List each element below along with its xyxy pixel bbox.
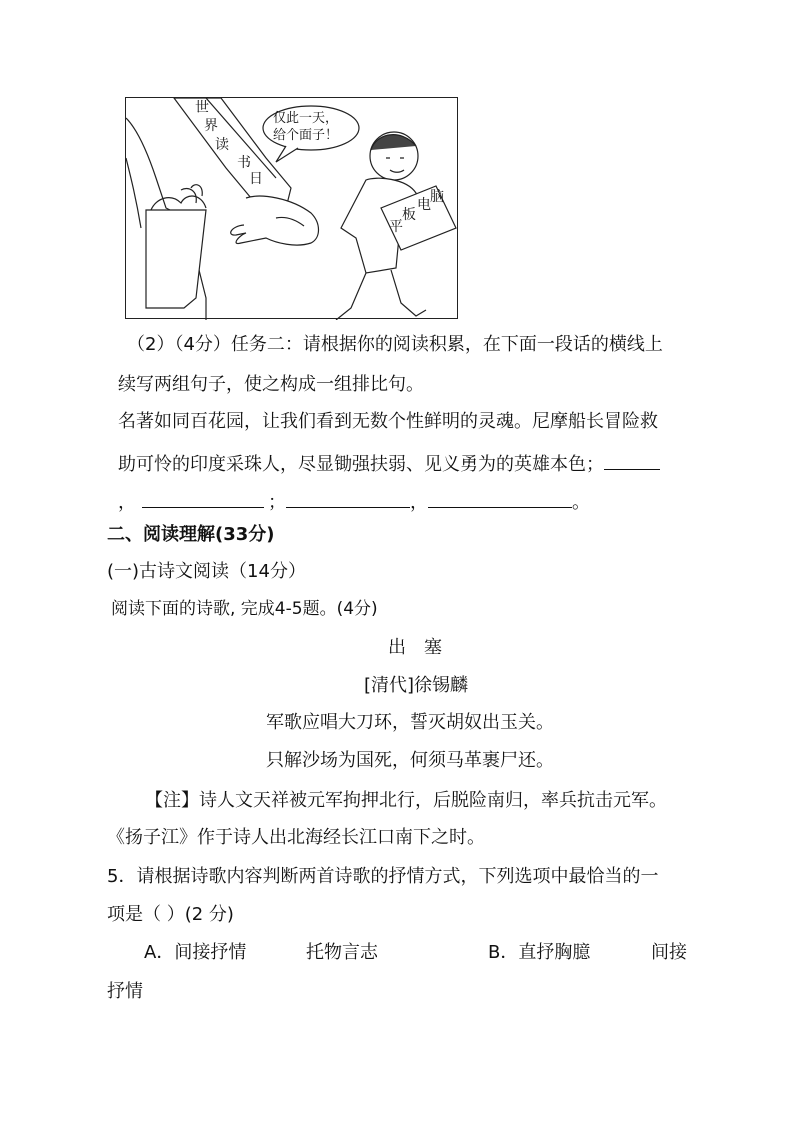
option-a-label[interactable]: A．间接抒情 [144, 942, 247, 963]
subsection-title: (一)古诗文阅读（14分） [107, 561, 306, 582]
question-5: 项是（ ）(2 分) [107, 904, 234, 925]
option-b-cont: 抒情 [107, 981, 143, 1002]
task2-line: （2）（4分）任务二：请根据你的阅读积累，在下面一段话的横线上 [127, 334, 663, 355]
option-b-text: 间接 [651, 942, 687, 963]
punct: ， [118, 492, 136, 513]
section-title: 二、阅读理解(33分) [107, 524, 275, 545]
tablet-char: 脑 [430, 189, 444, 205]
banner-char: 世 [195, 100, 209, 116]
answer-blank[interactable] [142, 489, 264, 508]
speech-line: 给个面子！ [273, 128, 339, 143]
answer-blank[interactable] [286, 489, 410, 508]
note-line: 【注】诗人文天祥被元军拘押北行，后脱险南归，率兵抗击元军。 [145, 790, 667, 811]
banner-char: 界 [204, 118, 218, 134]
task2-text: 助可怜的印度采珠人，尽显锄强扶弱、见义勇为的英雄本色； [118, 454, 604, 475]
task2-blank-line [118, 489, 590, 515]
punct: ， [410, 492, 428, 513]
cartoon-illustration [125, 97, 458, 319]
banner-char: 书 [237, 155, 251, 171]
tablet-char: 板 [402, 207, 416, 223]
poem-title: 出 塞 [388, 637, 442, 658]
answer-blank[interactable] [604, 451, 660, 470]
punct: ； [268, 492, 286, 513]
poem-line: 军歌应唱大刀环，誓灭胡奴出玉关。 [266, 712, 554, 733]
answer-blank[interactable] [428, 489, 572, 508]
note-line: 《扬子江》作于诗人出北海经长江口南下之时。 [107, 827, 485, 848]
instruction: 阅读下面的诗歌, 完成4-5题。(4分) [111, 599, 378, 619]
poem-author: [清代]徐锡麟 [364, 675, 469, 696]
task2-line: 续写两组句子，使之构成一组排比句。 [118, 374, 424, 395]
question-5: 5．请根据诗歌内容判断两首诗歌的抒情方式，下列选项中最恰当的一 [107, 866, 659, 887]
task2-line: 名著如同百花园，让我们看到无数个性鲜明的灵魂。尼摩船长冒险救 [118, 411, 658, 432]
punct: 。 [572, 492, 590, 513]
tablet-char: 电 [417, 197, 431, 213]
speech-line: 仅此一天， [273, 111, 339, 126]
task2-line [118, 451, 660, 477]
banner-char: 读 [215, 137, 229, 153]
banner-char: 日 [249, 171, 263, 187]
poem-line: 只解沙场为国死，何须马革裹尸还。 [266, 750, 554, 771]
tablet-char: 平 [389, 219, 403, 235]
option-b-label[interactable]: B．直抒胸臆 [488, 942, 591, 963]
option-a-text: 托物言志 [306, 942, 378, 963]
